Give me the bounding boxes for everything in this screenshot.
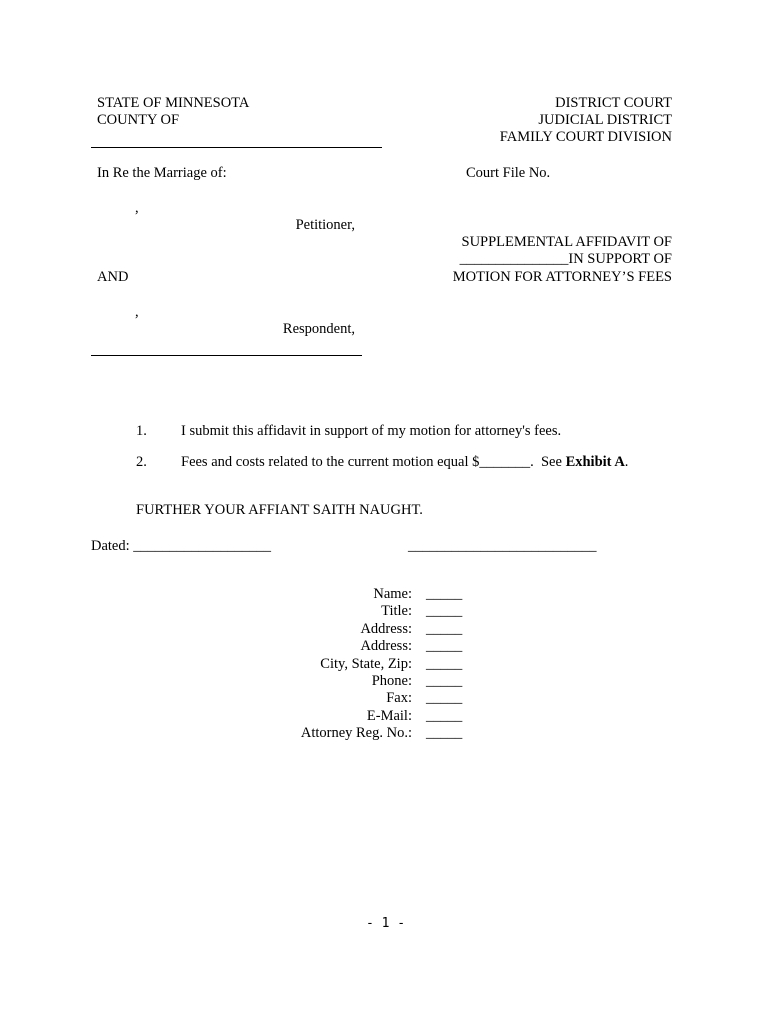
signature-label: City, State, Zip:: [320, 656, 412, 672]
paragraph-2: [181, 454, 628, 471]
paragraph-2-tail: .: [624, 454, 629, 470]
paragraph-2-text: Fees and costs related to the current motion equal $_______. See: [181, 454, 566, 470]
signature-value-blank: _____: [426, 656, 463, 672]
signature-value-blank: _____: [426, 638, 463, 654]
page-number: - 1 -: [366, 916, 406, 931]
signature-value-blank: _____: [426, 673, 463, 689]
signature-value-blank: _____: [426, 621, 463, 637]
county-label: COUNTY OF: [97, 112, 180, 128]
state-label: STATE OF MINNESOTA: [97, 95, 250, 111]
signature-blank: __________________________: [408, 538, 597, 554]
affidavit-title-line1: SUPPLEMENTAL AFFIDAVIT OF: [461, 234, 672, 250]
district-label: JUDICIAL DISTRICT: [538, 112, 672, 128]
respondent-label: Respondent,: [282, 321, 355, 337]
affidavit-title-line2: _______________IN SUPPORT OF: [459, 251, 672, 267]
signature-label: Address:: [360, 638, 412, 654]
exhibit-reference: Exhibit A: [565, 454, 625, 470]
paragraph-1-text: I submit this affidavit in support of my motion for attorney's fees.: [181, 423, 562, 439]
respondent-name-comma: ,: [135, 304, 139, 320]
signature-value-blank: _____: [426, 586, 463, 602]
county-underline: [91, 147, 382, 148]
signature-label: Title:: [381, 603, 412, 619]
signature-value-blank: _____: [426, 603, 463, 619]
affidavit-title-line3: MOTION FOR ATTORNEY’S FEES: [452, 269, 672, 285]
signature-label: E-Mail:: [366, 708, 412, 724]
petitioner-label: Petitioner,: [295, 217, 355, 233]
signature-label: Fax:: [386, 690, 412, 706]
signature-label: Attorney Reg. No.:: [300, 725, 412, 741]
closing-statement: FURTHER YOUR AFFIANT SAITH NAUGHT.: [136, 502, 423, 518]
dated-blank: ___________________: [133, 538, 272, 554]
division-label: FAMILY COURT DIVISION: [499, 129, 672, 145]
petitioner-name-comma: ,: [135, 200, 139, 216]
signature-value-blank: _____: [426, 708, 463, 724]
and-label: AND: [97, 269, 129, 285]
dated-row: [91, 538, 271, 555]
caption-underline: [91, 355, 362, 356]
court-label: DISTRICT COURT: [555, 95, 672, 111]
dated-label: Dated:: [91, 538, 130, 554]
signature-label: Name:: [373, 586, 412, 602]
paragraph-1-number: 1.: [136, 423, 147, 439]
signature-label: Address:: [360, 621, 412, 637]
signature-value-blank: _____: [426, 725, 463, 741]
paragraph-2-number: 2.: [136, 454, 147, 470]
in-re-label: In Re the Marriage of:: [97, 165, 227, 181]
court-file-label: Court File No.: [466, 165, 551, 181]
signature-value-blank: _____: [426, 690, 463, 706]
signature-label: Phone:: [371, 673, 412, 689]
